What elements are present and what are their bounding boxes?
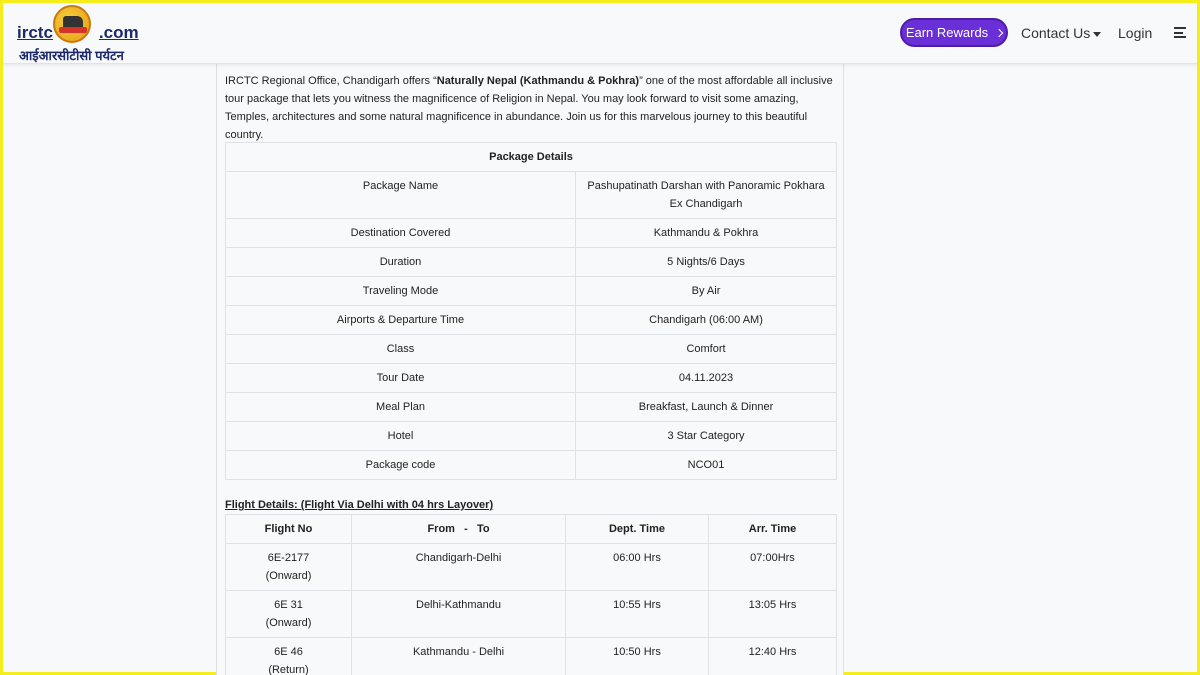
- departure-value: Chandigarh (06:00 AM): [576, 306, 837, 335]
- class-value: Comfort: [576, 335, 837, 364]
- package-details-table: [225, 142, 837, 480]
- meal-plan-value: Breakfast, Launch & Dinner: [576, 393, 837, 422]
- login-link[interactable]: Login: [1118, 25, 1153, 41]
- dept-time-cell: 06:00 Hrs: [566, 544, 709, 591]
- intro-package-title: Naturally Nepal (Kathmandu & Pokhra): [436, 75, 640, 87]
- hamburger-menu-icon[interactable]: [1174, 27, 1186, 38]
- table-row: [226, 544, 837, 591]
- arr-time-header: Arr. Time: [709, 515, 837, 544]
- table-row: [226, 393, 837, 422]
- tour-date-value: 04.11.2023: [576, 364, 837, 393]
- caret-down-icon: [1093, 32, 1101, 37]
- traveling-mode-value: By Air: [576, 277, 837, 306]
- logo-main-text: irctc: [17, 23, 53, 42]
- flight-no-header: Flight No: [226, 515, 352, 544]
- intro-paragraph: [225, 72, 837, 144]
- package-details-header-row: [226, 143, 837, 172]
- package-details-title: Package Details: [226, 143, 837, 172]
- flight-no-cell: [226, 638, 352, 675]
- table-row: [226, 335, 837, 364]
- flight-number: 6E 46: [274, 646, 303, 658]
- flight-table-header-row: [226, 515, 837, 544]
- route-cell: Delhi-Kathmandu: [352, 591, 566, 638]
- dept-time-cell: 10:55 Hrs: [566, 591, 709, 638]
- table-row: [226, 219, 837, 248]
- table-row: [226, 591, 837, 638]
- top-navbar: [3, 3, 1197, 64]
- table-row: [226, 277, 837, 306]
- traveling-mode-label: Traveling Mode: [226, 277, 576, 306]
- duration-value: 5 Nights/6 Days: [576, 248, 837, 277]
- tour-date-label: Tour Date: [226, 364, 576, 393]
- flight-leg: (Return): [268, 664, 309, 675]
- table-row: [226, 364, 837, 393]
- departure-label: Airports & Departure Time: [226, 306, 576, 335]
- table-row: [226, 248, 837, 277]
- package-name-value: Pashupatinath Darshan with Panoramic Pokhara Ex Chandigarh: [576, 172, 837, 219]
- earn-rewards-label: Earn Rewards: [905, 25, 989, 40]
- destination-label: Destination Covered: [226, 219, 576, 248]
- flight-details-table: [225, 514, 837, 675]
- meal-plan-label: Meal Plan: [226, 393, 576, 422]
- package-code-value: NCO01: [576, 451, 837, 480]
- route-cell: Chandigarh-Delhi: [352, 544, 566, 591]
- package-name-label: Package Name: [226, 172, 576, 219]
- table-row: [226, 172, 837, 219]
- arr-time-cell: 07:00Hrs: [709, 544, 837, 591]
- dept-time-cell: 10:50 Hrs: [566, 638, 709, 675]
- duration-label: Duration: [226, 248, 576, 277]
- intro-text-after: ” one of the most affordable all inclusive tour package that lets you witness the magnificence of Religion in Nepal. You may look forward to visit some amazing, Temples, architectures and some natural magnificence in abundance. Join us for this marvelous journey to this beautiful country.: [225, 75, 833, 141]
- chevron-right-icon: [995, 28, 1003, 36]
- logo-domain-text: .com: [98, 23, 139, 42]
- hotel-value: 3 Star Category: [576, 422, 837, 451]
- table-row: [226, 638, 837, 675]
- logo-hindi-text: आईआरसीटीसी पर्यटन: [19, 48, 124, 63]
- flight-details-title: Flight Details: (Flight Via Delhi with 04 hrs Layover): [225, 499, 494, 511]
- dept-time-header: Dept. Time: [566, 515, 709, 544]
- arr-time-cell: 13:05 Hrs: [709, 591, 837, 638]
- contact-us-dropdown[interactable]: [1021, 25, 1101, 41]
- route-cell: Kathmandu - Delhi: [352, 638, 566, 675]
- package-content: [216, 64, 844, 675]
- train-emblem-icon: [53, 5, 91, 43]
- arr-time-cell: 12:40 Hrs: [709, 638, 837, 675]
- hotel-label: Hotel: [226, 422, 576, 451]
- table-row: [226, 451, 837, 480]
- intro-text-before: IRCTC Regional Office, Chandigarh offers “: [225, 75, 437, 87]
- earn-rewards-button[interactable]: [900, 18, 1008, 47]
- flight-number: 6E-2177: [267, 552, 310, 564]
- destination-value: Kathmandu & Pokhra: [576, 219, 837, 248]
- table-row: [226, 306, 837, 335]
- flight-no-cell: [226, 591, 352, 638]
- contact-us-label: Contact Us: [1021, 25, 1091, 41]
- from-to-header: From - To: [352, 515, 566, 544]
- flight-leg: (Onward): [265, 570, 312, 582]
- table-row: [226, 422, 837, 451]
- flight-leg: (Onward): [265, 617, 312, 629]
- irctc-tourism-logo[interactable]: [17, 5, 147, 63]
- package-code-label: Package code: [226, 451, 576, 480]
- flight-number: 6E 31: [274, 599, 303, 611]
- class-label: Class: [226, 335, 576, 364]
- flight-no-cell: [226, 544, 352, 591]
